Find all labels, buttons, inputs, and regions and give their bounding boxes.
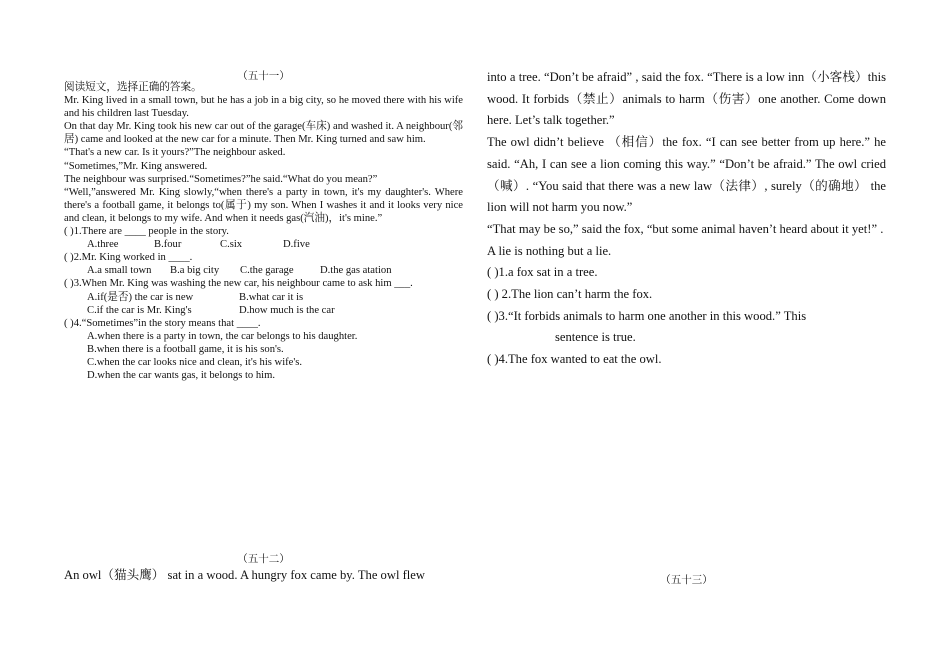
option: D.when the car wants gas, it belongs to him. (87, 370, 276, 382)
passage-paragraph: On that day Mr. King took his new car out of the garage(车床) and washed it. A neighbour(邻居) came and looked at the new car for a minute. Then Mr. King turned and saw him. (64, 121, 463, 146)
passage-paragraph: “Well,”answered Mr. King slowly,“when there's a party in town, it's my daughter's. Where there's a football game, it belongs to(属于) my son. When I washes it and it looks very nice and clean, it belongs to my wife. And when it needs gas(汽油)，it's mine.” (64, 186, 463, 224)
option: C.if the car is Mr. King's (87, 304, 192, 316)
option: A.when there is a party in town, the car belongs to his daughter. (87, 330, 358, 342)
question-3-options (64, 304, 463, 317)
passage-paragraph: “Sometimes,”Mr. King answered. (64, 160, 208, 172)
section-51-body (64, 81, 463, 382)
option: C.six (220, 239, 243, 251)
section-52-continuation (487, 67, 886, 371)
question-2-options (64, 264, 463, 277)
option: B.what car it is (239, 291, 304, 303)
passage-paragraph: A lie is nothing but a lie. (487, 243, 612, 258)
option: A.a small town (87, 265, 152, 277)
question-4: ( )4.“Sometimes”in the story means that ____. (64, 317, 261, 329)
passage-paragraph: “That may be so,” said the fox, “but some animal haven’t heard about it yet!” . (487, 221, 884, 236)
question-3: ( )3.“It forbids animals to harm one another in this wood.” This (487, 308, 807, 323)
option: B.when there is a football game, it is his son's. (87, 343, 284, 355)
section-51-title: （五十一） (237, 71, 290, 82)
option: A.if(是否) the car is new (87, 291, 194, 303)
question-1: ( )1.a fox sat in a tree. (487, 265, 598, 280)
option: D.how much is the car (239, 304, 335, 316)
passage-paragraph: into a tree. “Don’t be afraid” , said the fox. “There is a low inn（小客栈）this wood. It forbids（禁止）animals to harm（伤害）one another. Come down here. Let’s talk together.” (487, 70, 886, 128)
passage-paragraph: The owl didn’t believe （相信）the fox. “I can see better from up here.” he said. “Ah, I can see a lion coming this way.” “Don’t be afraid.” The owl cried（喊）. “You said that there was a new law（法律）, surely（的确地） the lion will not harm you now.” (487, 135, 886, 215)
question-3: ( )3.When Mr. King was washing the new car, his neighbour came to ask him ___. (64, 278, 413, 290)
passage-paragraph: The neighbour was surprised.“Sometimes?”he said.“What do you mean?” (64, 173, 378, 185)
option: D.the gas atation (320, 265, 392, 277)
section-53-title: （五十三） (660, 575, 713, 586)
question-3-continuation: sentence is true. (555, 330, 636, 345)
question-1: ( )1.There are ____ people in the story. (64, 226, 229, 238)
passage-paragraph: Mr. King lived in a small town, but he has a job in a big city, so he moved there with his wife and his children last Tuesday. (64, 95, 463, 120)
question-2: ( )2.Mr. King worked in ____. (64, 252, 193, 264)
option: B.a big city (170, 265, 220, 277)
option: A.three (87, 239, 119, 251)
question-4: ( )4.The fox wanted to eat the owl. (487, 352, 662, 367)
question-3-options (64, 291, 463, 304)
question-2: ( ) 2.The lion can’t harm the fox. (487, 287, 653, 302)
option: B.four (154, 239, 182, 251)
section-52-title: （五十二） (237, 554, 290, 565)
instruction: 阅读短文，选择正确的答案。 (64, 82, 202, 93)
question-1-options (64, 238, 463, 251)
passage-paragraph: “That's a new car. Is it yours?”The neighbour asked. (64, 147, 286, 159)
section-52-first-line: An owl（猫头鹰） sat in a wood. A hungry fox came by. The owl flew (64, 568, 425, 582)
option: C.the garage (240, 265, 294, 277)
option: D.five (283, 239, 310, 251)
option: C.when the car looks nice and clean, it's his wife's. (87, 356, 303, 368)
